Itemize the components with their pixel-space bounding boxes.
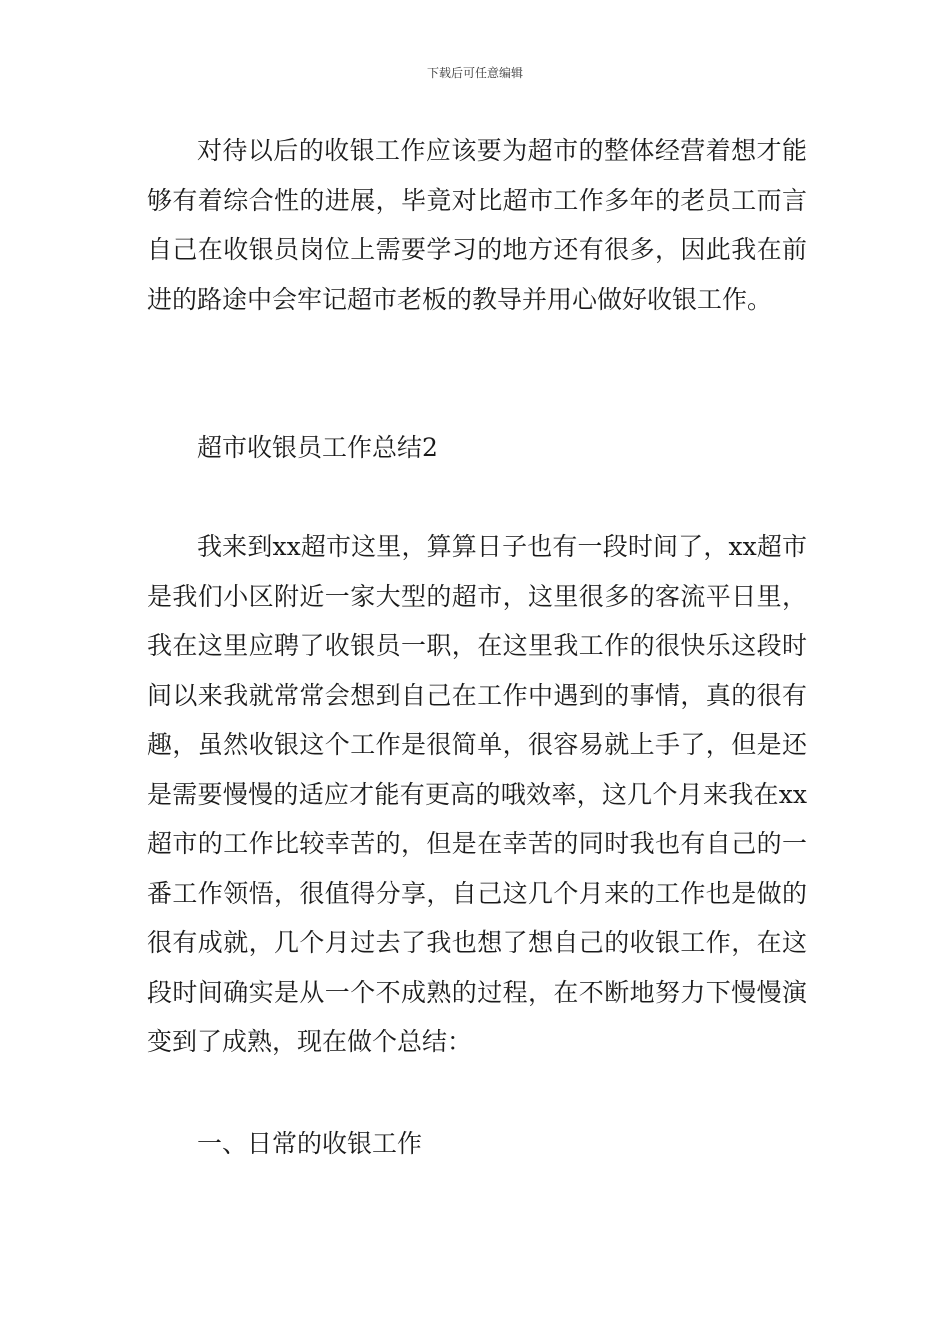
subheading-daily-work: 一、日常的收银工作 [197, 1129, 423, 1158]
paragraph-closing: 对待以后的收银工作应该要为超市的整体经营着想才能够有着综合性的进展，毕竟对比超市工作多年的老员工而言自己在收银员岗位上需要学习的地方还有很多，因此我在前进的路途中会牢记超市老板的教导并用心做好收银工作。 [147, 136, 807, 314]
page-header-note: 下载后可任意编辑 [426, 66, 523, 80]
section-title: 超市收银员工作总结2 [197, 433, 438, 462]
paragraph-intro: 我来到xx超市这里，算算日子也有一段时间了，xx超市是我们小区附近一家大型的超市，这里很多的客流平日里，我在这里应聘了收银员一职，在这里我工作的很快乐这段时间以来我就常常会想到自己在工作中遇到的事情，真的很有趣，虽然收银这个工作是很简单，很容易就上手了，但是还是需要慢慢的适应才能有更高的哦效率，这几个月来我在xx超市的工作比较幸苦的，但是在幸苦的同时我也有自己的一番工作领悟，很值得分享，自己这几个月来的工作也是做的很有成就，几个月过去了我也想了想自己的收银工作，在这段时间确实是从一个不成熟的过程，在不断地努力下慢慢演变到了成熟，现在做个总结： [147, 532, 807, 1056]
